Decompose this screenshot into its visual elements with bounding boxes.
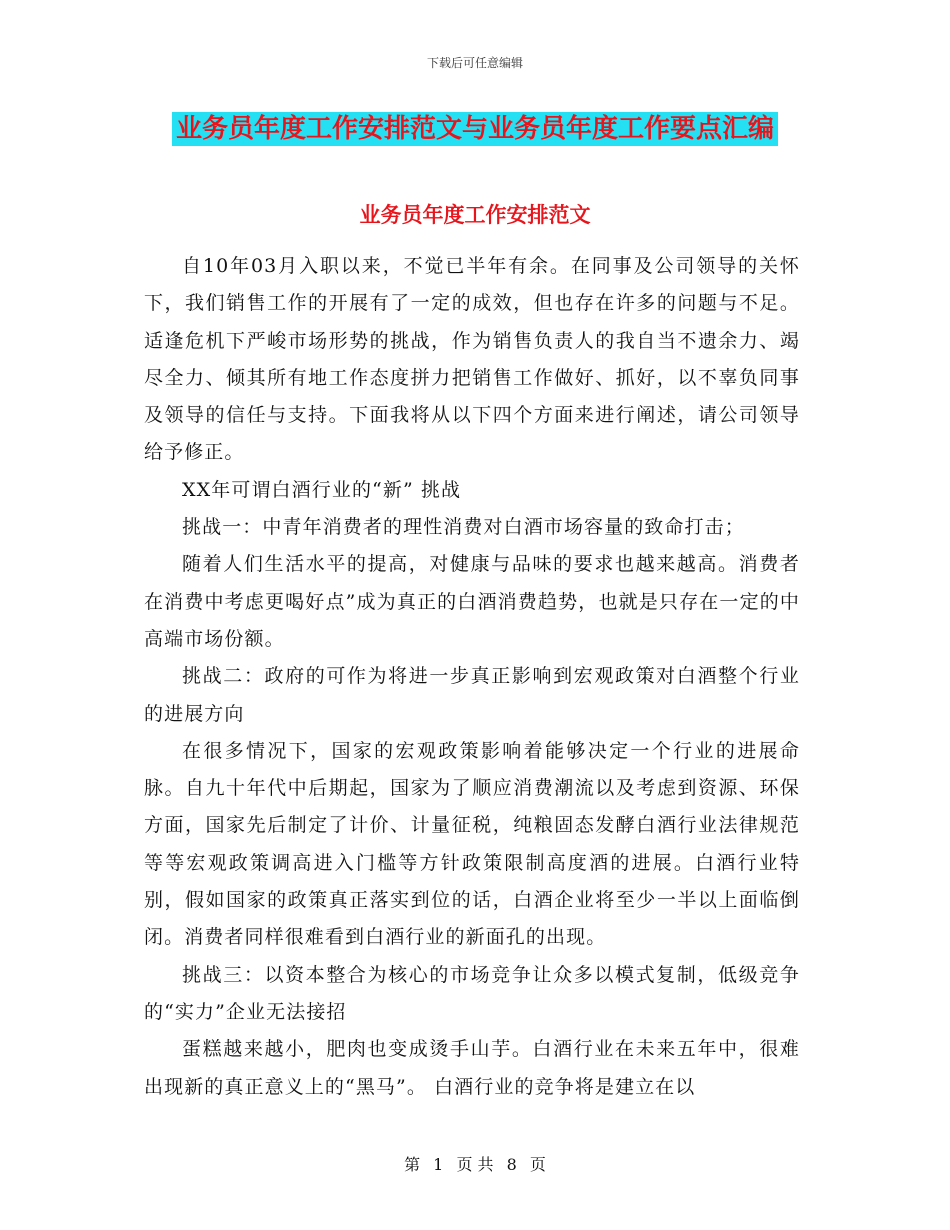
paragraph-challenge-three: 挑战三：以资本整合为核心的市场竞争让众多以模式复制，低级竞争的“实力”企业无法接招 [144, 963, 800, 1023]
paragraph-challenge-two: 挑战二：政府的可作为将进一步真正影响到宏观政策对白酒整个行业的进展方向 [144, 665, 800, 725]
main-title: 业务员年度工作安排范文与业务员年度工作要点汇编 [172, 112, 778, 146]
paragraph-challenge-one-detail: 随着人们生活水平的提高，对健康与品味的要求也越来越高。消费者在消费中考虑更喝好点”成为真正的白酒消费趋势，也就是只存在一定的中高端市场份额。 [144, 553, 800, 650]
footer-prefix: 第 [404, 1155, 421, 1174]
section-title: 业务员年度工作安排范文 [359, 203, 591, 227]
paragraph-intro: 自10年03月入职以来，不觉已半年有余。在同事及公司领导的关怀下，我们销售工作的开展有了一定的成效，但也存在许多的问题与不足。适逢危机下严峻市场形势的挑战，作为销售负责人的我自当不遗余力、竭尽全力、倾其所有地工作态度拼力把销售工作做好、抓好，以不辜负同事及领导的信任与支持。下面我将从以下四个方面来进行阐述，请公司领导给予修正。 [144, 255, 800, 464]
paragraph-challenge-three-detail: 蛋糕越来越小，肥肉也变成烫手山芋。白酒行业在未来五年中，很难出现新的真正意义上的“黑马”。 白酒行业的竞争将是建立在以 [144, 1038, 800, 1098]
footer-suffix: 页 [529, 1155, 546, 1174]
paragraph-challenge-one: 挑战一：中青年消费者的理性消费对白酒市场容量的致命打击； [182, 516, 745, 539]
page-header-note: 下载后可任意编辑 [426, 56, 523, 70]
page-footer [0, 1152, 950, 1175]
paragraph-challenge-two-detail: 在很多情况下，国家的宏观政策影响着能够决定一个行业的进展命脉。自九十年代中后期起，国家为了顺应消费潮流以及考虑到资源、环保方面，国家先后制定了计价、计量征税，纯粮固态发酵白酒行业法律规范等等宏观政策调高进入门槛等方针政策限制高度酒的进展。白酒行业特别，假如国家的政策真正落实到位的话，白酒企业将至少一半以上面临倒闭。消费者同样很难看到白酒行业的新面孔的出现。 [144, 739, 800, 949]
footer-current-page: 1 [433, 1155, 444, 1174]
paragraph-heading-challenges: XX年可谓白酒行业的“新” 挑战 [182, 478, 462, 501]
footer-total-pages: 8 [506, 1155, 517, 1174]
footer-middle: 页 共 [456, 1155, 494, 1174]
main-title-container [0, 112, 950, 146]
body-text [144, 248, 800, 1106]
